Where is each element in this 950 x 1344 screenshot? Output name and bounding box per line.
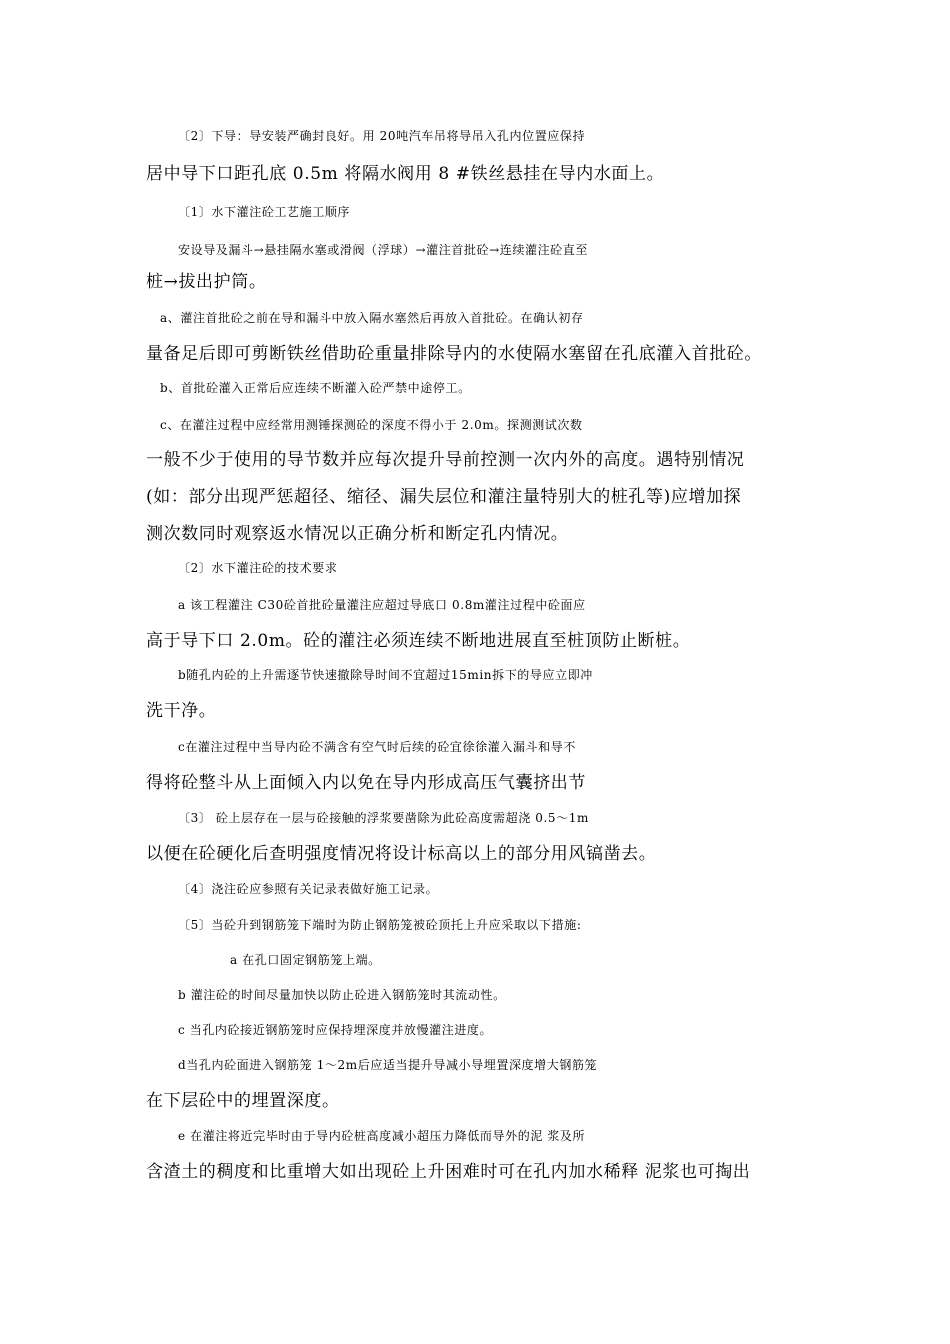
text-line: 〔2〕下导：导安装严确封良好。用 20吨汽车吊将导吊入孔内位置应保持	[178, 129, 586, 143]
text-line: 以便在砼硬化后查明强度情况将设计标高以上的部分用风镐凿去。	[146, 844, 657, 864]
text-line: a、灌注首批砼之前在导和漏斗中放入隔水塞然后再放入首批砼。在确认初存	[160, 311, 584, 325]
text-line: 安设导及漏斗→悬挂隔水塞或滑阀（浮球）→灌注首批砼→连续灌注砼直至	[178, 243, 588, 257]
text-line: a 该工程灌注 C30砼首批砼量灌注应超过导底口 0.8m灌注过程中砼面应	[178, 598, 586, 612]
text-line: 居中导下口距孔底 0.5m 将隔水阀用 8 #铁丝悬挂在导内水面上。	[146, 164, 665, 184]
text-line: c 当孔内砼接近钢筋笼时应保持埋深度并放慢灌注进度。	[178, 1023, 493, 1037]
text-line: 含渣土的稠度和比重增大如出现砼上升困难时可在孔内加水稀释 泥浆也可掏出	[146, 1162, 751, 1182]
text-line: 在下层砼中的埋置深度。	[146, 1091, 340, 1111]
text-line: 〔1〕水下灌注砼工艺施工顺序	[178, 205, 351, 219]
text-line: 〔5〕当砼升到钢筋笼下端时为防止钢筋笼被砼顶托上升应采取以下措施:	[178, 918, 582, 932]
text-line: 一般不少于使用的导节数并应每次提升导前控测一次内外的高度。遇特别情况	[146, 450, 745, 470]
text-line: d当孔内砼面进入钢筋笼 1～2m后应适当提升导减小导埋置深度增大钢筋笼	[178, 1058, 598, 1072]
text-line: c、在灌注过程中应经常用测锤探测砼的深度不得小于 2.0m。探测测试次数	[160, 418, 583, 432]
text-line: b随孔内砼的上升需逐节快速撤除导时间不宜超过15min拆下的导应立即冲	[178, 668, 593, 682]
text-line: 〔3〕 砼上层存在一层与砼接触的浮浆要凿除为此砼高度需超浇 0.5～1m	[178, 811, 589, 825]
text-line: e 在灌注将近完毕时由于导内砼桩高度减小超压力降低而导外的泥 浆及所	[178, 1129, 586, 1143]
text-line: a 在孔口固定钢筋笼上端。	[230, 953, 381, 967]
text-line: 量备足后即可剪断铁丝借助砼重量排除导内的水使隔水塞留在孔底灌入首批砼。	[146, 344, 762, 364]
text-line: 洗干净。	[146, 701, 217, 721]
text-line: 得将砼整斗从上面倾入内以免在导内形成高压气囊挤出节	[146, 773, 586, 793]
text-line: 测次数同时观察返水情况以正确分析和断定孔内情况。	[146, 524, 569, 544]
text-line: b 灌注砼的时间尽量加快以防止砼进入钢筋笼时其流动性。	[178, 988, 506, 1002]
text-line: c在灌注过程中当导内砼不满含有空气时后续的砼宜徐徐灌入漏斗和导不	[178, 740, 576, 754]
text-line: b、首批砼灌入正常后应连续不断灌入砼严禁中途停工。	[160, 381, 471, 395]
text-line: 〔4〕浇注砼应参照有关记录表做好施工记录。	[178, 882, 439, 896]
text-line: 〔2〕水下灌注砼的技术要求	[178, 561, 338, 575]
text-line: 高于导下口 2.0m。砼的灌注必须连续不断地进展直至桩顶防止断桩。	[146, 631, 691, 651]
text-line: (如：部分出现严惩超径、缩径、漏失层位和灌注量特别大的桩孔等)应增加探	[146, 487, 742, 507]
text-line: 桩→拔出护筒。	[146, 272, 267, 292]
